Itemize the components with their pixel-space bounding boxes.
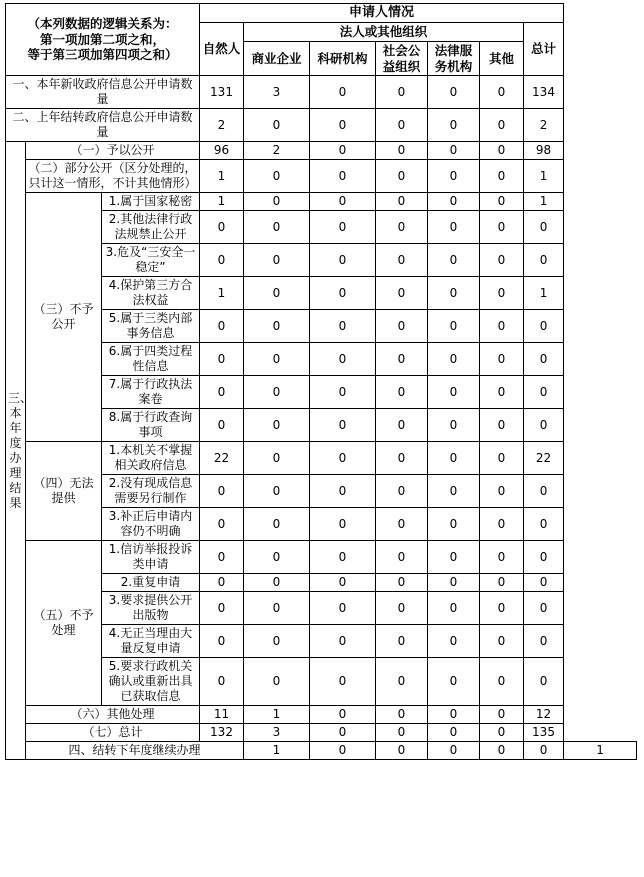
row-label-new-applications: 一、本年新收政府信息公开申请数量 — [6, 76, 200, 109]
corner-note-line-1: （本列数据的逻辑关系为： — [27, 16, 178, 32]
cell-value: 0 — [200, 343, 244, 376]
cell-value: 0 — [524, 541, 564, 574]
row-label-cannot-provide: （四）无法提供 — [26, 442, 102, 541]
cell-value: 0 — [480, 508, 524, 541]
row-label-three-security: 3.危及“三安全一稳定” — [102, 244, 200, 277]
cell-value: 0 — [524, 211, 564, 244]
cell-value: 0 — [480, 706, 524, 724]
cell-value: 0 — [376, 244, 428, 277]
cell-value: 0 — [524, 376, 564, 409]
cell-value: 0 — [244, 109, 310, 142]
cell-value: 12 — [524, 706, 564, 724]
cell-value: 0 — [376, 193, 428, 211]
cell-value: 0 — [376, 343, 428, 376]
cell-value: 0 — [428, 310, 480, 343]
cell-value: 0 — [524, 244, 564, 277]
cell-value: 0 — [428, 706, 480, 724]
cell-value: 2 — [244, 142, 310, 160]
row-label-state-secret: 1.属于国家秘密 — [102, 193, 200, 211]
cell-value: 0 — [524, 475, 564, 508]
cell-value: 2 — [200, 109, 244, 142]
cell-value: 0 — [376, 409, 428, 442]
table-row — [6, 76, 637, 109]
table-row — [6, 706, 637, 724]
cell-value: 0 — [376, 658, 428, 706]
cell-value: 3 — [244, 76, 310, 109]
cell-value: 0 — [310, 160, 376, 193]
header-row-1 — [6, 4, 637, 23]
cell-value: 0 — [310, 211, 376, 244]
table-row — [6, 724, 637, 742]
cell-value: 0 — [428, 211, 480, 244]
cell-value: 0 — [524, 343, 564, 376]
cell-value: 0 — [200, 376, 244, 409]
cell-value: 0 — [376, 706, 428, 724]
cell-value: 22 — [200, 442, 244, 475]
row-label-third-party-rights: 4.保护第三方合法权益 — [102, 277, 200, 310]
cell-value: 0 — [428, 343, 480, 376]
cell-value: 135 — [524, 724, 564, 742]
cell-value: 0 — [310, 508, 376, 541]
cell-value: 0 — [428, 592, 480, 625]
cell-value: 0 — [244, 160, 310, 193]
cell-value: 0 — [428, 724, 480, 742]
cell-value: 0 — [524, 310, 564, 343]
cell-value: 0 — [244, 625, 310, 658]
cell-value: 1 — [244, 742, 310, 760]
cell-value: 0 — [428, 742, 480, 760]
cell-value: 1 — [524, 160, 564, 193]
row-label-disclose: （一）予以公开 — [26, 142, 200, 160]
cell-value: 1 — [200, 277, 244, 310]
table-row — [6, 142, 637, 160]
cell-value: 0 — [200, 244, 244, 277]
government-info-disclosure-table — [5, 3, 637, 760]
cell-value: 0 — [200, 310, 244, 343]
header-natural-person: 自然人 — [200, 23, 244, 76]
cell-value: 0 — [428, 442, 480, 475]
cell-value: 0 — [200, 592, 244, 625]
cell-value: 0 — [480, 310, 524, 343]
row-label-carryover-applications: 二、上年结转政府信息公开申请数量 — [6, 109, 200, 142]
cell-value: 0 — [200, 658, 244, 706]
cell-value: 0 — [480, 160, 524, 193]
cell-value: 0 — [244, 193, 310, 211]
cell-value: 134 — [524, 76, 564, 109]
cell-value: 0 — [310, 244, 376, 277]
row-label-partial-disclose: （二）部分公开（区分处理的，只计这一情形，不计其他情形） — [26, 160, 200, 193]
header-business: 商业企业 — [244, 41, 310, 75]
cell-value: 0 — [480, 244, 524, 277]
cell-value: 0 — [376, 724, 428, 742]
cell-value: 0 — [524, 742, 564, 760]
cell-value: 0 — [310, 277, 376, 310]
cell-value: 0 — [310, 376, 376, 409]
cell-value: 0 — [244, 475, 310, 508]
cell-value: 0 — [310, 541, 376, 574]
cell-value: 0 — [376, 475, 428, 508]
cell-value: 0 — [480, 409, 524, 442]
cell-value: 0 — [310, 109, 376, 142]
cell-value: 1 — [200, 193, 244, 211]
cell-value: 0 — [376, 742, 428, 760]
table-row — [6, 109, 637, 142]
cell-value: 0 — [310, 343, 376, 376]
cell-value: 0 — [524, 508, 564, 541]
cell-value: 0 — [200, 508, 244, 541]
row-label-not-disclose: （三）不予公开 — [26, 193, 102, 442]
cell-value: 0 — [310, 193, 376, 211]
cell-value: 0 — [244, 541, 310, 574]
header-legal-or-other-org: 法人或其他组织 — [244, 23, 524, 42]
cell-value: 0 — [428, 541, 480, 574]
cell-value: 0 — [480, 109, 524, 142]
cell-value: 0 — [244, 343, 310, 376]
cell-value: 0 — [428, 109, 480, 142]
cell-value: 0 — [480, 574, 524, 592]
cell-value: 0 — [200, 475, 244, 508]
row-label-repeated-no-reason: 4.无正当理由大量反复申请 — [102, 625, 200, 658]
cell-value: 0 — [480, 475, 524, 508]
cell-value: 1 — [200, 160, 244, 193]
header-social-welfare: 社会公益组织 — [376, 41, 428, 75]
cell-value: 0 — [310, 442, 376, 475]
row-label-other-handling: （六）其他处理 — [26, 706, 200, 724]
cell-value: 0 — [524, 409, 564, 442]
cell-value: 0 — [480, 742, 524, 760]
cell-value: 0 — [310, 475, 376, 508]
cell-value: 0 — [310, 724, 376, 742]
header-total: 总计 — [524, 23, 564, 76]
corner-note — [6, 4, 200, 76]
cell-value: 0 — [376, 442, 428, 475]
cell-value: 0 — [200, 625, 244, 658]
table-row — [6, 160, 637, 193]
cell-value: 0 — [428, 409, 480, 442]
cell-value: 0 — [244, 310, 310, 343]
corner-note-line-3: 等于第三项加第四项之和） — [27, 47, 178, 63]
cell-value: 2 — [524, 109, 564, 142]
cell-value: 0 — [524, 625, 564, 658]
cell-value: 0 — [244, 244, 310, 277]
row-label-unclear-after-correction: 3.补正后申请内容仍不明确 — [102, 508, 200, 541]
cell-value: 0 — [480, 592, 524, 625]
cell-value: 0 — [376, 160, 428, 193]
cell-value: 0 — [310, 76, 376, 109]
table-row — [6, 742, 637, 760]
cell-value: 0 — [376, 508, 428, 541]
cell-value: 0 — [200, 574, 244, 592]
row-label-admin-inquiry: 8.属于行政查询事项 — [102, 409, 200, 442]
table-row — [6, 442, 637, 475]
row-label-section-3: 三、本年度办理结果 — [6, 142, 26, 760]
cell-value: 0 — [428, 574, 480, 592]
cell-value: 0 — [376, 625, 428, 658]
cell-value: 0 — [376, 142, 428, 160]
cell-value: 0 — [244, 442, 310, 475]
row-label-internal-affairs: 5.属于三类内部事务信息 — [102, 310, 200, 343]
row-label-not-handled: （五）不予处理 — [26, 541, 102, 706]
cell-value: 0 — [480, 724, 524, 742]
table-row — [6, 193, 637, 211]
header-other: 其他 — [480, 41, 524, 75]
cell-value: 131 — [200, 76, 244, 109]
row-label-petition-complaint: 1.信访举报投诉类申请 — [102, 541, 200, 574]
cell-value: 0 — [310, 310, 376, 343]
corner-note-line-2: 第一项加第二项之和， — [39, 31, 165, 47]
cell-value: 1 — [524, 277, 564, 310]
cell-value: 0 — [428, 142, 480, 160]
row-label-published-material: 3.要求提供公开出版物 — [102, 592, 200, 625]
row-label-other-law-prohibit: 2.其他法律行政法规禁止公开 — [102, 211, 200, 244]
cell-value: 11 — [200, 706, 244, 724]
header-research: 科研机构 — [310, 41, 376, 75]
cell-value: 1 — [564, 742, 637, 760]
cell-value: 132 — [200, 724, 244, 742]
cell-value: 0 — [428, 244, 480, 277]
cell-value: 1 — [524, 193, 564, 211]
cell-value: 0 — [376, 76, 428, 109]
row-label-carry-to-next-year: 四、结转下年度继续办理 — [26, 742, 244, 760]
cell-value: 0 — [244, 592, 310, 625]
cell-value: 0 — [310, 592, 376, 625]
cell-value: 0 — [480, 376, 524, 409]
cell-value: 0 — [244, 277, 310, 310]
cell-value: 0 — [376, 310, 428, 343]
cell-value: 0 — [310, 625, 376, 658]
cell-value: 0 — [428, 277, 480, 310]
cell-value: 0 — [428, 376, 480, 409]
cell-value: 0 — [310, 574, 376, 592]
row-label-needs-creation: 2.没有现成信息需要另行制作 — [102, 475, 200, 508]
row-label-not-possessed: 1.本机关不掌握相关政府信息 — [102, 442, 200, 475]
cell-value: 0 — [428, 625, 480, 658]
cell-value: 0 — [480, 658, 524, 706]
cell-value: 0 — [200, 211, 244, 244]
cell-value: 0 — [310, 742, 376, 760]
cell-value: 1 — [244, 706, 310, 724]
cell-value: 0 — [480, 76, 524, 109]
row-label-process-info: 6.属于四类过程性信息 — [102, 343, 200, 376]
header-legal-service: 法律服务机构 — [428, 41, 480, 75]
cell-value: 0 — [480, 193, 524, 211]
cell-value: 0 — [524, 574, 564, 592]
cell-value: 0 — [376, 592, 428, 625]
cell-value: 0 — [244, 211, 310, 244]
cell-value: 0 — [244, 508, 310, 541]
cell-value: 0 — [524, 592, 564, 625]
cell-value: 0 — [480, 625, 524, 658]
cell-value: 0 — [200, 409, 244, 442]
cell-value: 0 — [310, 706, 376, 724]
cell-value: 0 — [310, 658, 376, 706]
cell-value: 0 — [428, 658, 480, 706]
cell-value: 0 — [480, 343, 524, 376]
cell-value: 0 — [244, 409, 310, 442]
row-label-duplicate-application: 2.重复申请 — [102, 574, 200, 592]
cell-value: 0 — [376, 211, 428, 244]
cell-value: 0 — [480, 142, 524, 160]
row-label-law-enforcement-file: 7.属于行政执法案卷 — [102, 376, 200, 409]
row-label-subtotal: （七）总计 — [26, 724, 200, 742]
cell-value: 0 — [524, 658, 564, 706]
cell-value: 0 — [200, 541, 244, 574]
cell-value: 98 — [524, 142, 564, 160]
cell-value: 3 — [244, 724, 310, 742]
cell-value: 0 — [376, 109, 428, 142]
table-row — [6, 541, 637, 574]
cell-value: 0 — [480, 442, 524, 475]
row-label-reconfirm-obtained-info: 5.要求行政机关确认或重新出具已获取信息 — [102, 658, 200, 706]
cell-value: 0 — [310, 409, 376, 442]
cell-value: 0 — [244, 376, 310, 409]
cell-value: 0 — [310, 142, 376, 160]
cell-value: 0 — [244, 658, 310, 706]
cell-value: 0 — [480, 211, 524, 244]
cell-value: 0 — [480, 277, 524, 310]
cell-value: 0 — [428, 160, 480, 193]
cell-value: 0 — [244, 574, 310, 592]
cell-value: 0 — [428, 76, 480, 109]
cell-value: 22 — [524, 442, 564, 475]
cell-value: 0 — [480, 541, 524, 574]
cell-value: 0 — [376, 376, 428, 409]
header-applicant-situation: 申请人情况 — [200, 4, 564, 23]
cell-value: 0 — [428, 193, 480, 211]
cell-value: 0 — [428, 508, 480, 541]
cell-value: 0 — [376, 277, 428, 310]
cell-value: 0 — [428, 475, 480, 508]
cell-value: 0 — [376, 574, 428, 592]
cell-value: 0 — [376, 541, 428, 574]
cell-value: 96 — [200, 142, 244, 160]
